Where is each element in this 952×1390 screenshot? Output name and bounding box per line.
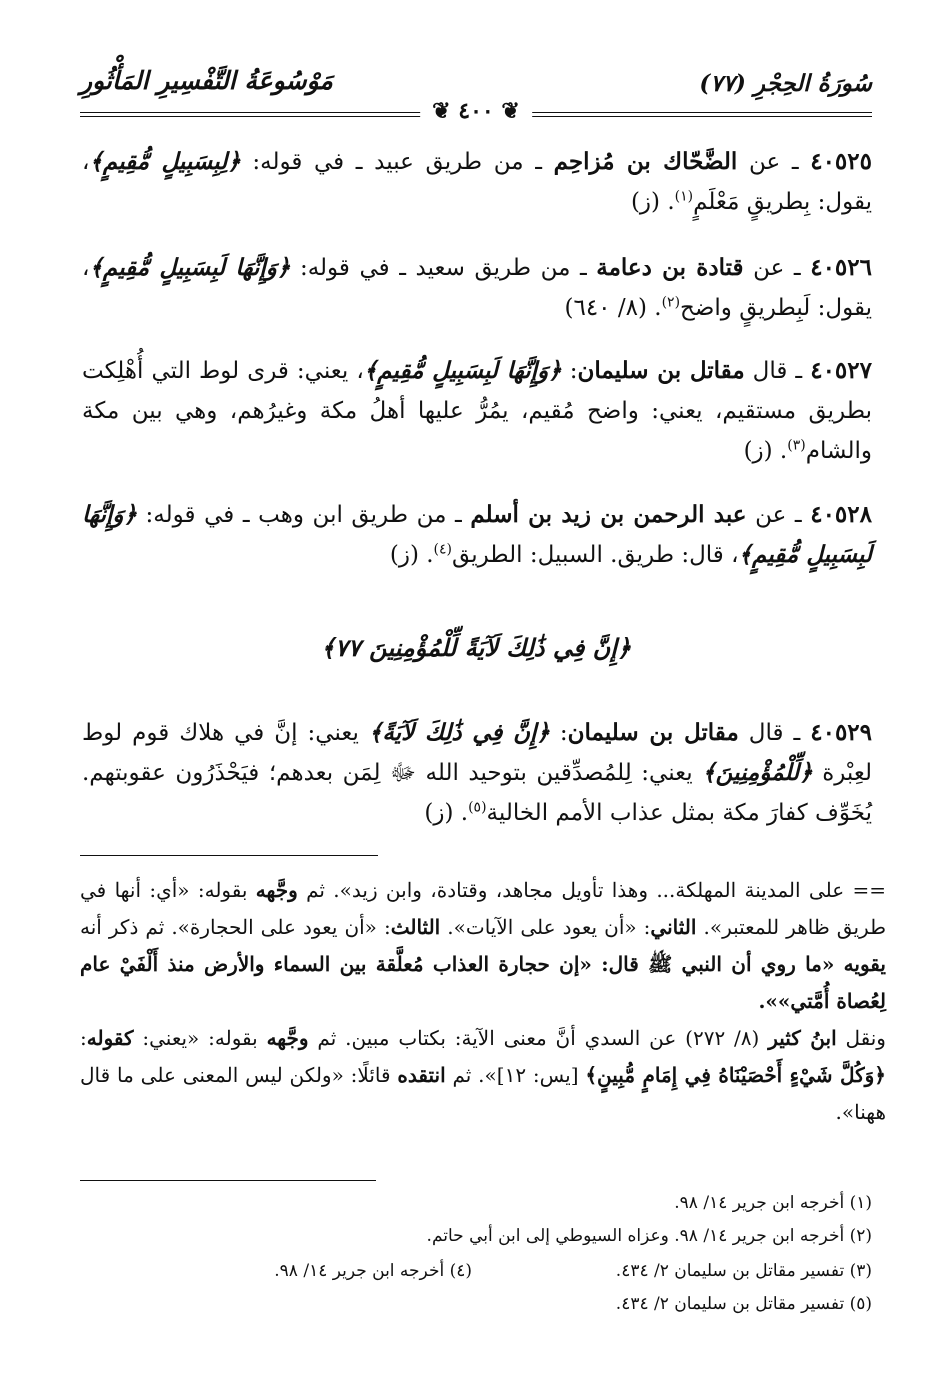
narration-40525: ٤٠٥٢٥ ـ عن الضَّحّاك بن مُزاحِم ـ من طريق عبيد ـ في قوله: ﴿لِبِسَبِيلٍ مُّقِيمٍ﴾، يقول: بِطريقٍ مَعْلَمٍ$^{(١)}$. (ز) (82, 148, 872, 215)
narrator-name: قتادة بن دعامة (596, 254, 744, 281)
commentary-separator (80, 855, 378, 856)
footnote-4: (٤) أخرجه ابن جرير ١٤/ ٩٨. (274, 1261, 472, 1281)
narrator-name: مقاتل بن سليمان (567, 719, 739, 746)
footnote-ref: (١) (674, 188, 694, 205)
quran-quote: ﴿لِبِسَبِيلٍ مُّقِيمٍ﴾ (89, 148, 241, 175)
surah-header-title: سُورَةُ الحِجْرِ (٧٧) (699, 70, 872, 97)
page-number: ❦ ٤٠٠ ❦ (420, 98, 532, 124)
quran-quote: ﴿وَإِنَّهَا لَبِسَبِيلٍ مُّقِيمٍ﴾ (82, 501, 872, 568)
narration-number: ٤٠٥٢٩ (810, 719, 873, 746)
narrator-name: الضَّحّاك بن مُزاحِم (553, 148, 738, 175)
quran-quote: ﴿وَإِنَّهَا لَبِسَبِيلٍ مُّقِيمٍ﴾ (89, 254, 291, 281)
footnote-ref: (٣) (787, 437, 806, 454)
commentary-block (80, 872, 886, 1131)
narration-40526: ٤٠٥٢٦ ـ عن قتادة بن دعامة ـ من طريق سعيد ـ في قوله: ﴿وَإِنَّهَا لَبِسَبِيلٍ مُّقِيمٍ﴾، يقول: لَبِطريقٍ واضح$^{(٢)}$. (٨/ ٦٤٠) (82, 254, 872, 321)
quran-quote: ﴿إِنَّ فِي ذَٰلِكَ لَآيَةً﴾ (368, 719, 550, 746)
narration-number: ٤٠٥٢٧ (810, 357, 872, 384)
footnote-2: (٢) أخرجه ابن جرير ١٤/ ٩٨. وعزاه السيوطي إلى ابن أبي حاتم. (426, 1226, 872, 1246)
ayah-heading: ﴿إِنَّ فِي ذَٰلِكَ لَآيَةً لِّلْمُؤْمِنِينَ ٧٧﴾ (320, 633, 632, 662)
book-header-title: مَوْسُوعَةُ التَّفْسِيرِ المَأْثُورِ (80, 66, 333, 95)
commentary-paragraph: ونقل ابنُ كثير (٨/ ٢٧٢) عن السدي أنَّ معنى الآية: بكتاب مبين. ثم وجَّهه بقوله: «يعني: كقوله: ﴿وَكُلَّ شَيْءٍ أَحْصَيْنَاهُ فِي إِمَامٍ مُّبِينٍ﴾ [يس: ١٢]». ثم انتقده قائلًا: «ولكن ليس المعنى على ما قال ههنا». (80, 1026, 886, 1124)
narration-number: ٤٠٥٢٨ (810, 501, 872, 528)
narrator-name: مقاتل بن سليمان (577, 357, 745, 384)
footnote-ref: (٤) (433, 541, 453, 558)
narrator-name: عبد الرحمن بن زيد بن أسلم (470, 501, 747, 528)
commentary-paragraph: == على المدينة المهلكة... وهذا تأويل مجاهد، وقتادة، وابن زيد». ثم وجَّهه بقوله: «أي: أنها في طريق ظاهر للمعتبر». الثاني: «أن يعود على الآيات». الثالث: «أن يعود على الحجارة». ثم ذكر أنه يقويه «ما روي أن النبي ﷺ قال: «إن حجارة العذاب مُعلَّقة بين السماء والأرض منذ أَلْفَيْ عام لِعُصاة أُمَّتي»». (80, 878, 886, 1013)
footnote-ref: (٥) (468, 799, 487, 816)
footnote-5: (٥) تفسير مقاتل بن سليمان ٢/ ٤٣٤. (615, 1294, 872, 1314)
quran-quote: ﴿لِّلْمُؤْمِنِينَ﴾ (702, 759, 813, 786)
footnote-ref: (٢) (661, 294, 681, 311)
footnote-3: (٣) تفسير مقاتل بن سليمان ٢/ ٤٣٤. (615, 1261, 872, 1281)
narration-40529: ٤٠٥٢٩ ـ قال مقاتل بن سليمان: ﴿إِنَّ فِي ذَٰلِكَ لَآيَةً﴾ يعني: إنَّ في هلاك قوم لوط لعِبْرة ﴿لِّلْمُؤْمِنِينَ﴾ يعني: لِلمُصدِّقين بتوحيد الله ﷻ لِمَن بعدهم؛ فيَحْذَرُون عقوبتهم. يُخَوِّف كفارَ مكة بمثل عذاب الأمم الخالية$^{(٥)}$. (ز) (82, 719, 873, 826)
quran-quote: ﴿وَإِنَّهَا لَبِسَبِيلٍ مُّقِيمٍ﴾ (363, 357, 562, 384)
footnote-1: (١) أخرجه ابن جرير ١٤/ ٩٨. (674, 1193, 872, 1213)
narration-40527: ٤٠٥٢٧ ـ قال مقاتل بن سليمان: ﴿وَإِنَّهَا لَبِسَبِيلٍ مُّقِيمٍ﴾، يعني: قرى لوط التي أُهْلِكت بطريق مستقيم، يعني: واضح مُقيم، يمُرُّ عليها أهلُ مكة وغيرُهم، وهي بين مكة والشام$^{(٣)}$. (ز) (82, 357, 872, 464)
narration-40528: ٤٠٥٢٨ ـ عن عبد الرحمن بن زيد بن أسلم ـ من طريق ابن وهب ـ في قوله: ﴿وَإِنَّهَا لَبِسَبِيلٍ مُّقِيمٍ﴾، قال: طريق. السبيل: الطريق$^{(٤)}$. (ز) (82, 501, 872, 568)
narration-number: ٤٠٥٢٦ (810, 254, 872, 281)
footnotes-separator (80, 1180, 376, 1181)
narration-number: ٤٠٥٢٥ (810, 148, 872, 175)
quran-quote: ﴿وَكُلَّ شَيْءٍ أَحْصَيْنَاهُ فِي إِمَامٍ مُّبِينٍ﴾ (585, 1063, 886, 1087)
